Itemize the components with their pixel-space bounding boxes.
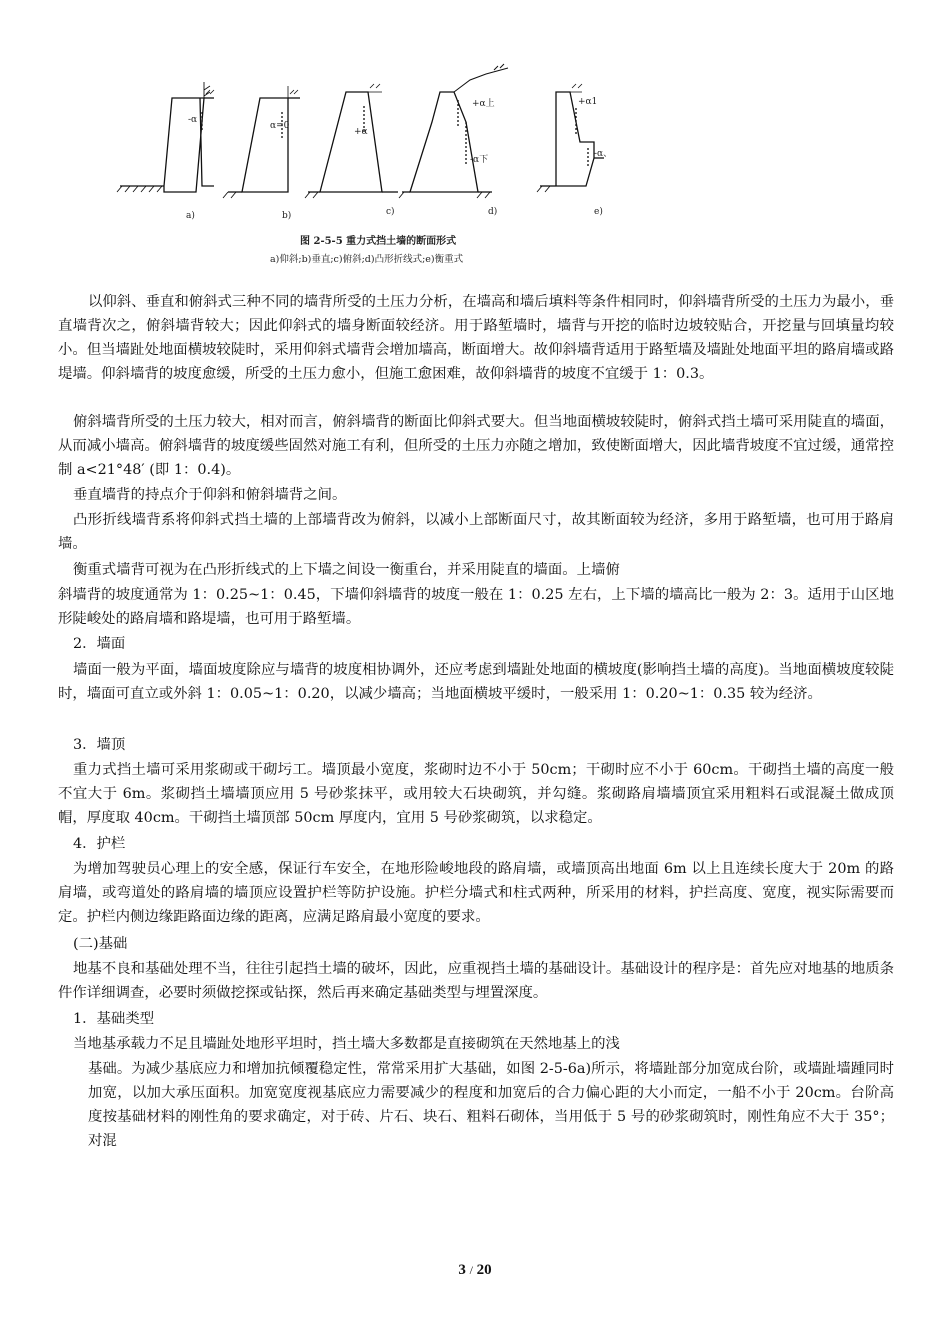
section-heading: (二)基础 [73, 936, 128, 952]
paragraph: 凸形折线墙背系将仰斜式挡土墙的上部墙背改为俯斜，以减小上部断面尺寸，故其断面较为经济，多用于路堑墙，也可用于路肩墙。 [58, 512, 894, 552]
paragraph: 斜墙背的坡度通常为 1：0.25~1：0.45，下墙仰斜墙背的坡度一般在 1：0.25 左右，上下墙的墙高比一般为 2：3。适用于山区地形陡峻处的路肩墙和路堤墙，也可用于路堑墙。 [58, 587, 894, 627]
section-heading: 2．墙面 [73, 636, 126, 652]
label-c: c) [386, 207, 395, 217]
paragraph: 衡重式墙背可视为在凸形折线式的上下墙之间设一衡重台，并采用陡直的墙面。上墙俯 [73, 562, 620, 578]
label-alpha-up: +α上 [472, 99, 495, 109]
section-heading: 3．墙顶 [73, 737, 126, 753]
label-a: a) [186, 211, 195, 221]
paragraph: 俯斜墙背所受的土压力较大，相对而言，俯斜墙背的断面比仰斜式要大。但当地面横坡较陡时，俯斜式挡土墙可采用陡直的墙面，从而减小墙高。俯斜墙背的坡度缓些固然对施工有利，但所受的土压力亦随之增加，致使断面增大，因此墙背坡度不宜过缓，通常控制 a<21°48′ (即 1：0.4)。 [58, 414, 894, 478]
paragraph: 以仰斜、垂直和俯斜式三种不同的墙背所受的土压力分析，在墙高和墙后填料等条件相同时，仰斜墙背所受的土压力为最小，垂直墙背次之，俯斜墙背较大；因此仰斜式的墙身断面较经济。用于路堑墙时，墙背与开挖的临时边坡较贴合，开挖量与回填量均较小。但当墙趾处地面横坡较陡时，采用仰斜式墙背会增加墙高，断面增大。故仰斜墙背适用于路堑墙及墙趾处地面平坦的路肩墙或路堤墙。仰斜墙背的坡度愈缓，所受的土压力愈小，但施工愈困难，故仰斜墙背的坡度不宜缓于 1：0.3。 [58, 294, 894, 382]
page-number [0, 1262, 950, 1279]
section-c-diagram [308, 84, 398, 192]
paragraph: 基础。为减少基底应力和增加抗倾覆稳定性，常常采用扩大基础，如图 2-5-6a)所示，将墙趾部分加宽成台阶，或墙趾墙踵同时加宽，以加大承压面积。加宽宽度视基底应力需要减少的程度和加宽后的合力偏心距的大小而定，一船不小于 20cm。台阶高度按基础材料的刚性角的要求确定，对于砖、片石、块石、粗料石砌体，当用低于 5 号的砂浆砌筑时，刚性角应不大于 35°；对混 [88, 1061, 894, 1149]
paragraph: 垂直墙背的持点介于仰斜和俯斜墙背之间。 [73, 487, 347, 503]
wall-section-figure [110, 62, 650, 274]
paragraph: 地基不良和基础处理不当，往往引起挡土墙的破坏，因此，应重视挡土墙的基础设计。基础设计的程序是：首先应对地基的地质条件作详细调查，必要时须做挖探或钻探，然后再来确定基础类型与埋置深度。 [58, 961, 894, 1001]
figure-subcaption: a)仰斜;b)垂直;c)俯斜;d)凸形折线式;e)衡重式 [270, 254, 464, 265]
label-b: b) [282, 211, 292, 221]
label-alpha-2: -α、 [594, 149, 613, 159]
label-d: d) [488, 207, 498, 217]
label-e: e) [594, 207, 603, 217]
paragraph: 当地基承载力不足且墙趾处地形平坦时，挡土墙大多数都是直接砌筑在天然地基上的浅 [73, 1036, 620, 1052]
label-alpha-pos: +α [354, 127, 368, 137]
page-separator: / [469, 1263, 473, 1277]
figure-caption: 图 2-5-5 重力式挡土墙的断面形式 [300, 236, 457, 247]
section-heading: 4．护栏 [73, 836, 126, 852]
page-current: 3 [458, 1262, 466, 1278]
section-a-diagram [117, 82, 214, 192]
section-b-diagram [228, 86, 300, 192]
paragraph: 墙面一般为平面，墙面坡度除应与墙背的坡度相协调外，还应考虑到墙趾处地面的横坡度(影响挡土墙的高度)。当地面横坡度较陡时，墙面可直立或外斜 1：0.05~1：0.20，以减少墙高；当地面横坡平缓时，一般采用 1：0.20~1：0.35 较为经济。 [58, 662, 894, 702]
paragraph: 重力式挡土墙可采用浆砌或干砌圬工。墙顶最小宽度，浆砌时边不小于 50cm；干砌时应不小于 60cm。干砌挡土墙的高度一般不宜大于 6m。浆砌挡土墙墙顶应用 5 号砂浆抹平，或用较大石块砌筑，并勾缝。浆砌路肩墙墙顶宜采用粗料石或混凝土做成顶帽，厚度取 40cm。干砌挡土墙顶部 50cm 厚度内，宜用 5 号砂浆砌筑，以求稳定。 [58, 762, 894, 826]
label-alpha-neg: -α [188, 115, 198, 125]
paragraph: 为增加驾驶员心理上的安全感，保证行车安全，在地形险峻地段的路肩墙，或墙顶高出地面 6m 以上且连续长度大于 20m 的路肩墙，或弯道处的路肩墙的墙顶应设置护栏等防护设施。护栏分墙式和柱式两种，所采用的材料，护拦高度、宽度，视实际需要而定。护栏内侧边缘距路面边缘的距离，应满足路肩最小宽度的要求。 [58, 861, 894, 925]
section-d-diagram [402, 64, 508, 192]
label-alpha-1: +α1 [578, 97, 598, 107]
label-alpha-down: -α下 [470, 155, 489, 165]
section-heading: 1．基础类型 [73, 1011, 155, 1027]
page-total: 20 [476, 1262, 492, 1278]
label-alpha-zero: α=0 [270, 121, 290, 131]
